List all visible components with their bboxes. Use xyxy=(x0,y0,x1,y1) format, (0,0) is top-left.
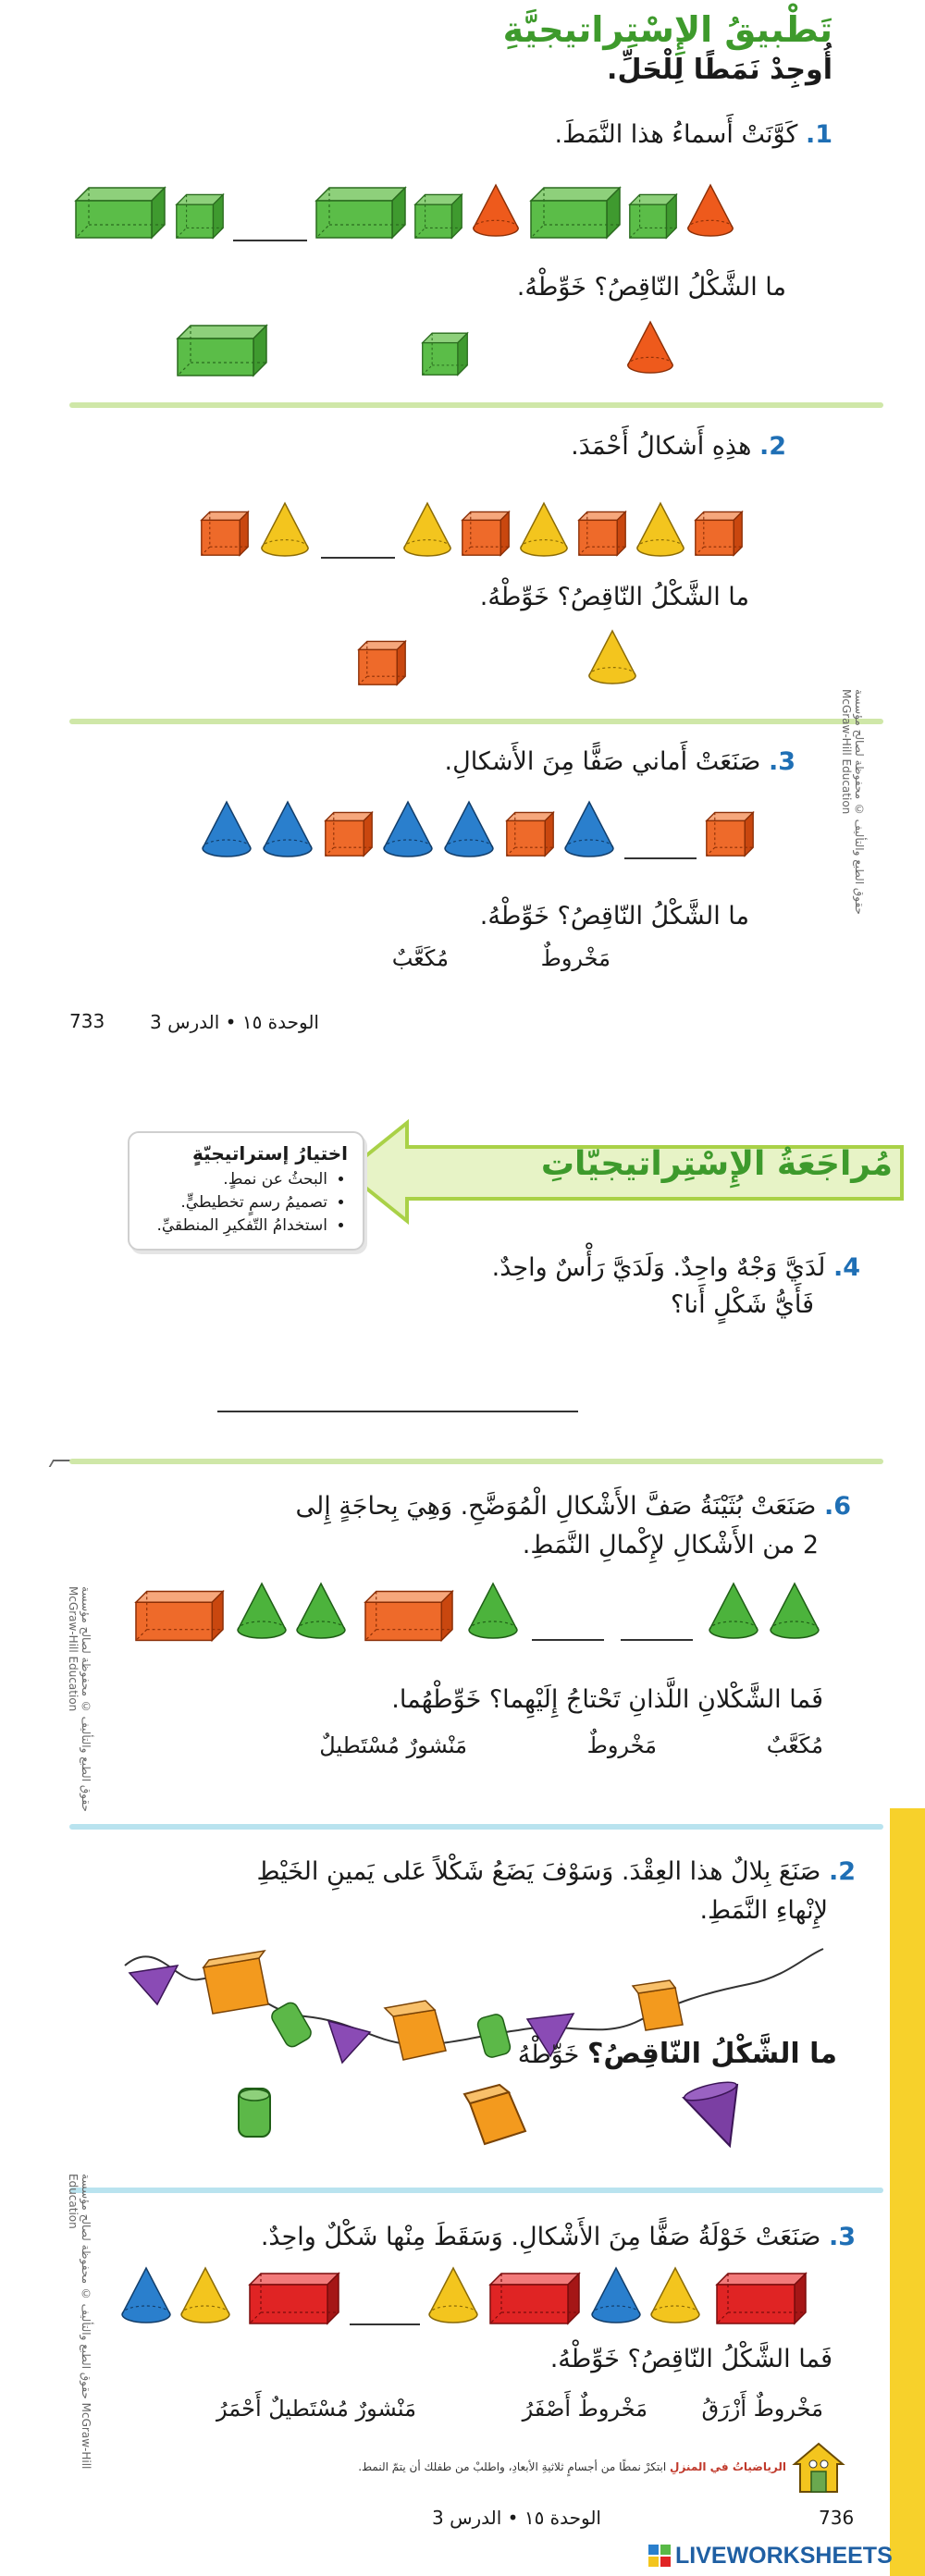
section-divider xyxy=(69,719,883,724)
section-divider xyxy=(69,2188,883,2193)
question-2 xyxy=(571,432,786,461)
question-number: 3. xyxy=(768,747,796,776)
question-number: 2. xyxy=(828,1857,856,1886)
question-4-line2: فَأَيُّ شَكْلٍ أَنا؟ xyxy=(671,1290,814,1319)
answer-blank[interactable] xyxy=(233,240,307,241)
question-khawla-ask: فَما الشَّكْلُ النّاقِصُ؟ خَوِّطْهُ. xyxy=(549,2345,832,2373)
question-text: صَنَعَ بِلالٌ هذا العِقْدَ. وَسَوْفَ يَضَعُ شَكْلاً عَلى يَمينِ الخَيْطِ xyxy=(256,1857,821,1886)
question-number: 3. xyxy=(828,2223,856,2251)
ask-rest: خَوِّطْهُ xyxy=(517,2040,580,2069)
rect-prism-red-shape xyxy=(488,2270,581,2325)
copyright-vertical: حقوق الطبع والتأليف © محفوظة لصالح مؤسسة McGraw-Hill Education xyxy=(67,1586,92,1812)
cube-orange-shape xyxy=(576,507,628,557)
question-text: لَدَيَّ وَجْهٌ واحِدٌ. وَلَدَيَّ رَأْسٌ واحِدٌ. xyxy=(491,1253,826,1282)
liveworksheets-text: LIVEWORKSHEETS xyxy=(675,2542,893,2569)
cone-yellow-shape xyxy=(258,501,312,559)
option-cube[interactable]: مُكَعَّبٌ xyxy=(766,1732,823,1758)
cube-orange-shape xyxy=(199,507,251,557)
section-divider xyxy=(69,1824,883,1830)
question-number: 4. xyxy=(832,1253,860,1282)
question-1-ask: ما الشَّكْلُ النّاقِصُ؟ خَوِّطْهُ. xyxy=(516,273,786,302)
cube-orange-shape xyxy=(693,507,745,557)
answer-line[interactable] xyxy=(217,1411,578,1412)
banner-title: مُراجَعَةُ الإِسْتِراتيجيّاتِ xyxy=(540,1145,893,1183)
cone-orange-shape xyxy=(684,182,736,240)
strategy-title: اختيارُ إستراتيجيّةٍ xyxy=(192,1142,348,1165)
question-6-line2: 2 من الأَشْكالِ لإِكْمالِ النَّمَطِ. xyxy=(522,1531,819,1559)
choice-rect-prism-green[interactable] xyxy=(176,321,268,378)
footer-unit: الوحدة ١٥ • الدرس 3 xyxy=(150,1011,319,1033)
home-math-text: ابتكرْ نمطًا من أجسامٍ ثلاثيةِ الأبعادِ، واطلبْ من طفلك أن يتمّ النمط. xyxy=(358,2460,667,2473)
liveworksheets-icon xyxy=(648,2544,672,2568)
cone-orange-shape xyxy=(470,182,522,240)
choice-cube-orange[interactable] xyxy=(356,636,408,686)
question-text: هذِهِ أَشكالُ أَحْمَدَ. xyxy=(571,432,752,461)
option-red-rect-prism[interactable]: مَنْشورٌ مُسْتَطيلٌ أَحْمَرُ xyxy=(216,2396,416,2422)
choice-cone-yellow[interactable] xyxy=(586,629,639,686)
cone-yellow-shape xyxy=(634,501,687,559)
strategy-item: • استخدامُ التّفكيرِ المنطقيِّ. xyxy=(144,1216,327,1235)
choice-cube-orange[interactable] xyxy=(462,2083,532,2150)
answer-blank[interactable] xyxy=(624,857,697,859)
cube-orange-shape xyxy=(504,807,556,857)
strategy-item: • تصميمُ رسمٍ تخطيطيٍّ. xyxy=(144,1193,327,1212)
question-text: صَنَعَتْ خَوْلَةُ صَفًّا مِنَ الأَشْكالِ. وَسَقَطَ مِنْها شَكْلٌ واحِدٌ. xyxy=(260,2223,821,2251)
page-edge-strip xyxy=(890,1808,925,2576)
option-cube[interactable]: مُكَعَّبٌ xyxy=(391,945,449,971)
cone-green-shape xyxy=(293,1582,349,1641)
cone-yellow-shape xyxy=(178,2266,233,2325)
house-icon xyxy=(791,2440,846,2496)
pattern-row-3 xyxy=(199,800,772,865)
page-subtitle: أُوجِدْ نَمَطًا لِلْحَلِّ. xyxy=(607,54,832,86)
question-3 xyxy=(445,747,796,776)
page-title: تَطْبيقُ الإِسْتِراتيجيَّةِ xyxy=(502,9,832,50)
question-text: صَنَعَتْ أَماني صَفًّا مِنَ الأَشكالِ. xyxy=(444,747,761,776)
cube-orange-shape xyxy=(704,807,756,857)
question-text: كَوَّنَتْ أَسماءُ هذا النَّمَطَ. xyxy=(554,120,798,149)
question-3-ask: ما الشَّكْلُ النّاقِصُ؟ خَوِّطْهُ. xyxy=(479,902,749,931)
cube-green-shape xyxy=(627,190,679,240)
answer-blank[interactable] xyxy=(532,1639,604,1641)
option-rect-prism[interactable]: مَنْشورٌ مُسْتَطيلٌ xyxy=(319,1732,467,1758)
rect-prism-orange-shape xyxy=(134,1587,225,1643)
home-math-note xyxy=(139,2460,786,2473)
answer-choices-1 xyxy=(176,319,694,384)
option-blue-cone[interactable]: مَخْروطٌ أَزْرَقُ xyxy=(701,2396,823,2422)
bead-cone-purple xyxy=(328,2021,370,2063)
section-divider xyxy=(69,402,883,408)
question-khawla xyxy=(261,2223,856,2251)
cone-blue-shape xyxy=(588,2266,644,2325)
option-yellow-cone[interactable]: مَخْروطٌ أَصْفَرُ xyxy=(522,2396,648,2422)
rect-prism-green-shape xyxy=(529,184,622,240)
home-math-label: الرياضياتُ في المنزلِ xyxy=(670,2460,786,2473)
rect-prism-green-shape xyxy=(74,184,166,240)
cube-green-shape xyxy=(174,190,226,240)
question-6 xyxy=(295,1492,851,1521)
question-1 xyxy=(555,120,833,149)
bead-cube-orange xyxy=(633,1980,683,2030)
ask-bold: ما الشَّكْلُ النّاقِصُ؟ xyxy=(586,2038,837,2070)
cone-yellow-shape xyxy=(401,501,454,559)
option-cone[interactable]: مَخْروطٌ xyxy=(540,945,610,971)
copyright-vertical: حقوق الطبع والتأليف © محفوظة لصالح مؤسسة McGraw-Hill Education xyxy=(840,689,866,915)
cone-yellow-shape xyxy=(648,2266,703,2325)
pattern-row-6 xyxy=(134,1582,828,1646)
cone-green-shape xyxy=(465,1582,521,1641)
cone-yellow-shape xyxy=(426,2266,481,2325)
question-4 xyxy=(492,1253,860,1282)
choice-cylinder-green[interactable] xyxy=(236,2086,273,2139)
cone-blue-shape xyxy=(260,800,315,859)
rect-prism-green-shape xyxy=(314,184,407,240)
question-number: 6. xyxy=(823,1492,851,1521)
cone-blue-shape xyxy=(118,2266,174,2325)
answer-blank[interactable] xyxy=(621,1639,693,1641)
choice-cone-purple[interactable] xyxy=(680,2081,745,2151)
answer-choices-2 xyxy=(356,629,652,694)
question-6-ask: فَما الشَّكْلانِ اللَّذانِ تَحْتاجُ إِلَيْهِما؟ خَوِّطْهُما. xyxy=(391,1685,823,1714)
cone-blue-shape xyxy=(199,800,254,859)
answer-blank[interactable] xyxy=(321,557,395,559)
footer-page-number: 736 xyxy=(819,2507,855,2529)
rect-prism-orange-shape xyxy=(364,1587,454,1643)
question-number: 1. xyxy=(805,120,832,149)
footer-page-number: 733 xyxy=(69,1010,105,1032)
question-necklace xyxy=(256,1857,856,1886)
cone-green-shape xyxy=(234,1582,290,1641)
answer-blank[interactable] xyxy=(350,2323,420,2325)
question-text: صَنَعَتْ بُثَيْنَةُ صَفَّ الأَشْكالِ الْمُوَضَّحِ. وَهِيَ بِحاجَةٍ إِلى xyxy=(295,1492,817,1521)
cone-blue-shape xyxy=(441,800,497,859)
option-cone[interactable]: مَخْروطٌ xyxy=(586,1732,657,1758)
cube-green-shape xyxy=(413,190,464,240)
question-number: 2. xyxy=(758,432,786,461)
cone-green-shape xyxy=(767,1582,822,1641)
strategy-box xyxy=(128,1131,364,1251)
cube-orange-shape xyxy=(460,507,512,557)
cone-blue-shape xyxy=(561,800,617,859)
bead-cylinder-green xyxy=(476,2013,512,2059)
cone-yellow-shape xyxy=(517,501,571,559)
cone-green-shape xyxy=(706,1582,761,1641)
question-necklace-ask xyxy=(518,2038,837,2070)
choice-cone-orange[interactable] xyxy=(624,319,676,376)
footer-unit: الوحدة ١٥ • الدرس 3 xyxy=(432,2507,601,2529)
liveworksheets-logo xyxy=(648,2542,893,2570)
pattern-row-1 xyxy=(74,180,740,245)
choice-cube-green[interactable] xyxy=(421,328,469,376)
pattern-row-2 xyxy=(199,499,772,564)
section-divider xyxy=(69,1459,883,1464)
rect-prism-red-shape xyxy=(248,2270,340,2325)
bead-cube-orange xyxy=(385,2001,446,2060)
copyright-vertical: حقوق الطبع والتأليف © محفوظة لصالح مؤسسة McGraw-Hill Education xyxy=(67,2174,92,2470)
strategy-item: • البحثُ عن نمطٍ. xyxy=(144,1170,327,1189)
cube-orange-shape xyxy=(323,807,375,857)
bead-cone-purple xyxy=(130,1966,178,2004)
cone-blue-shape xyxy=(380,800,436,859)
pattern-row-khawla xyxy=(118,2266,858,2331)
rect-prism-red-shape xyxy=(715,2270,808,2325)
bead-cube-orange xyxy=(204,1951,268,2014)
question-necklace-line2: لإِنْهاءِ النَّمَطِ. xyxy=(699,1896,828,1925)
question-2-ask: ما الشَّكْلُ النّاقِصُ؟ خَوِّطْهُ. xyxy=(479,583,749,611)
